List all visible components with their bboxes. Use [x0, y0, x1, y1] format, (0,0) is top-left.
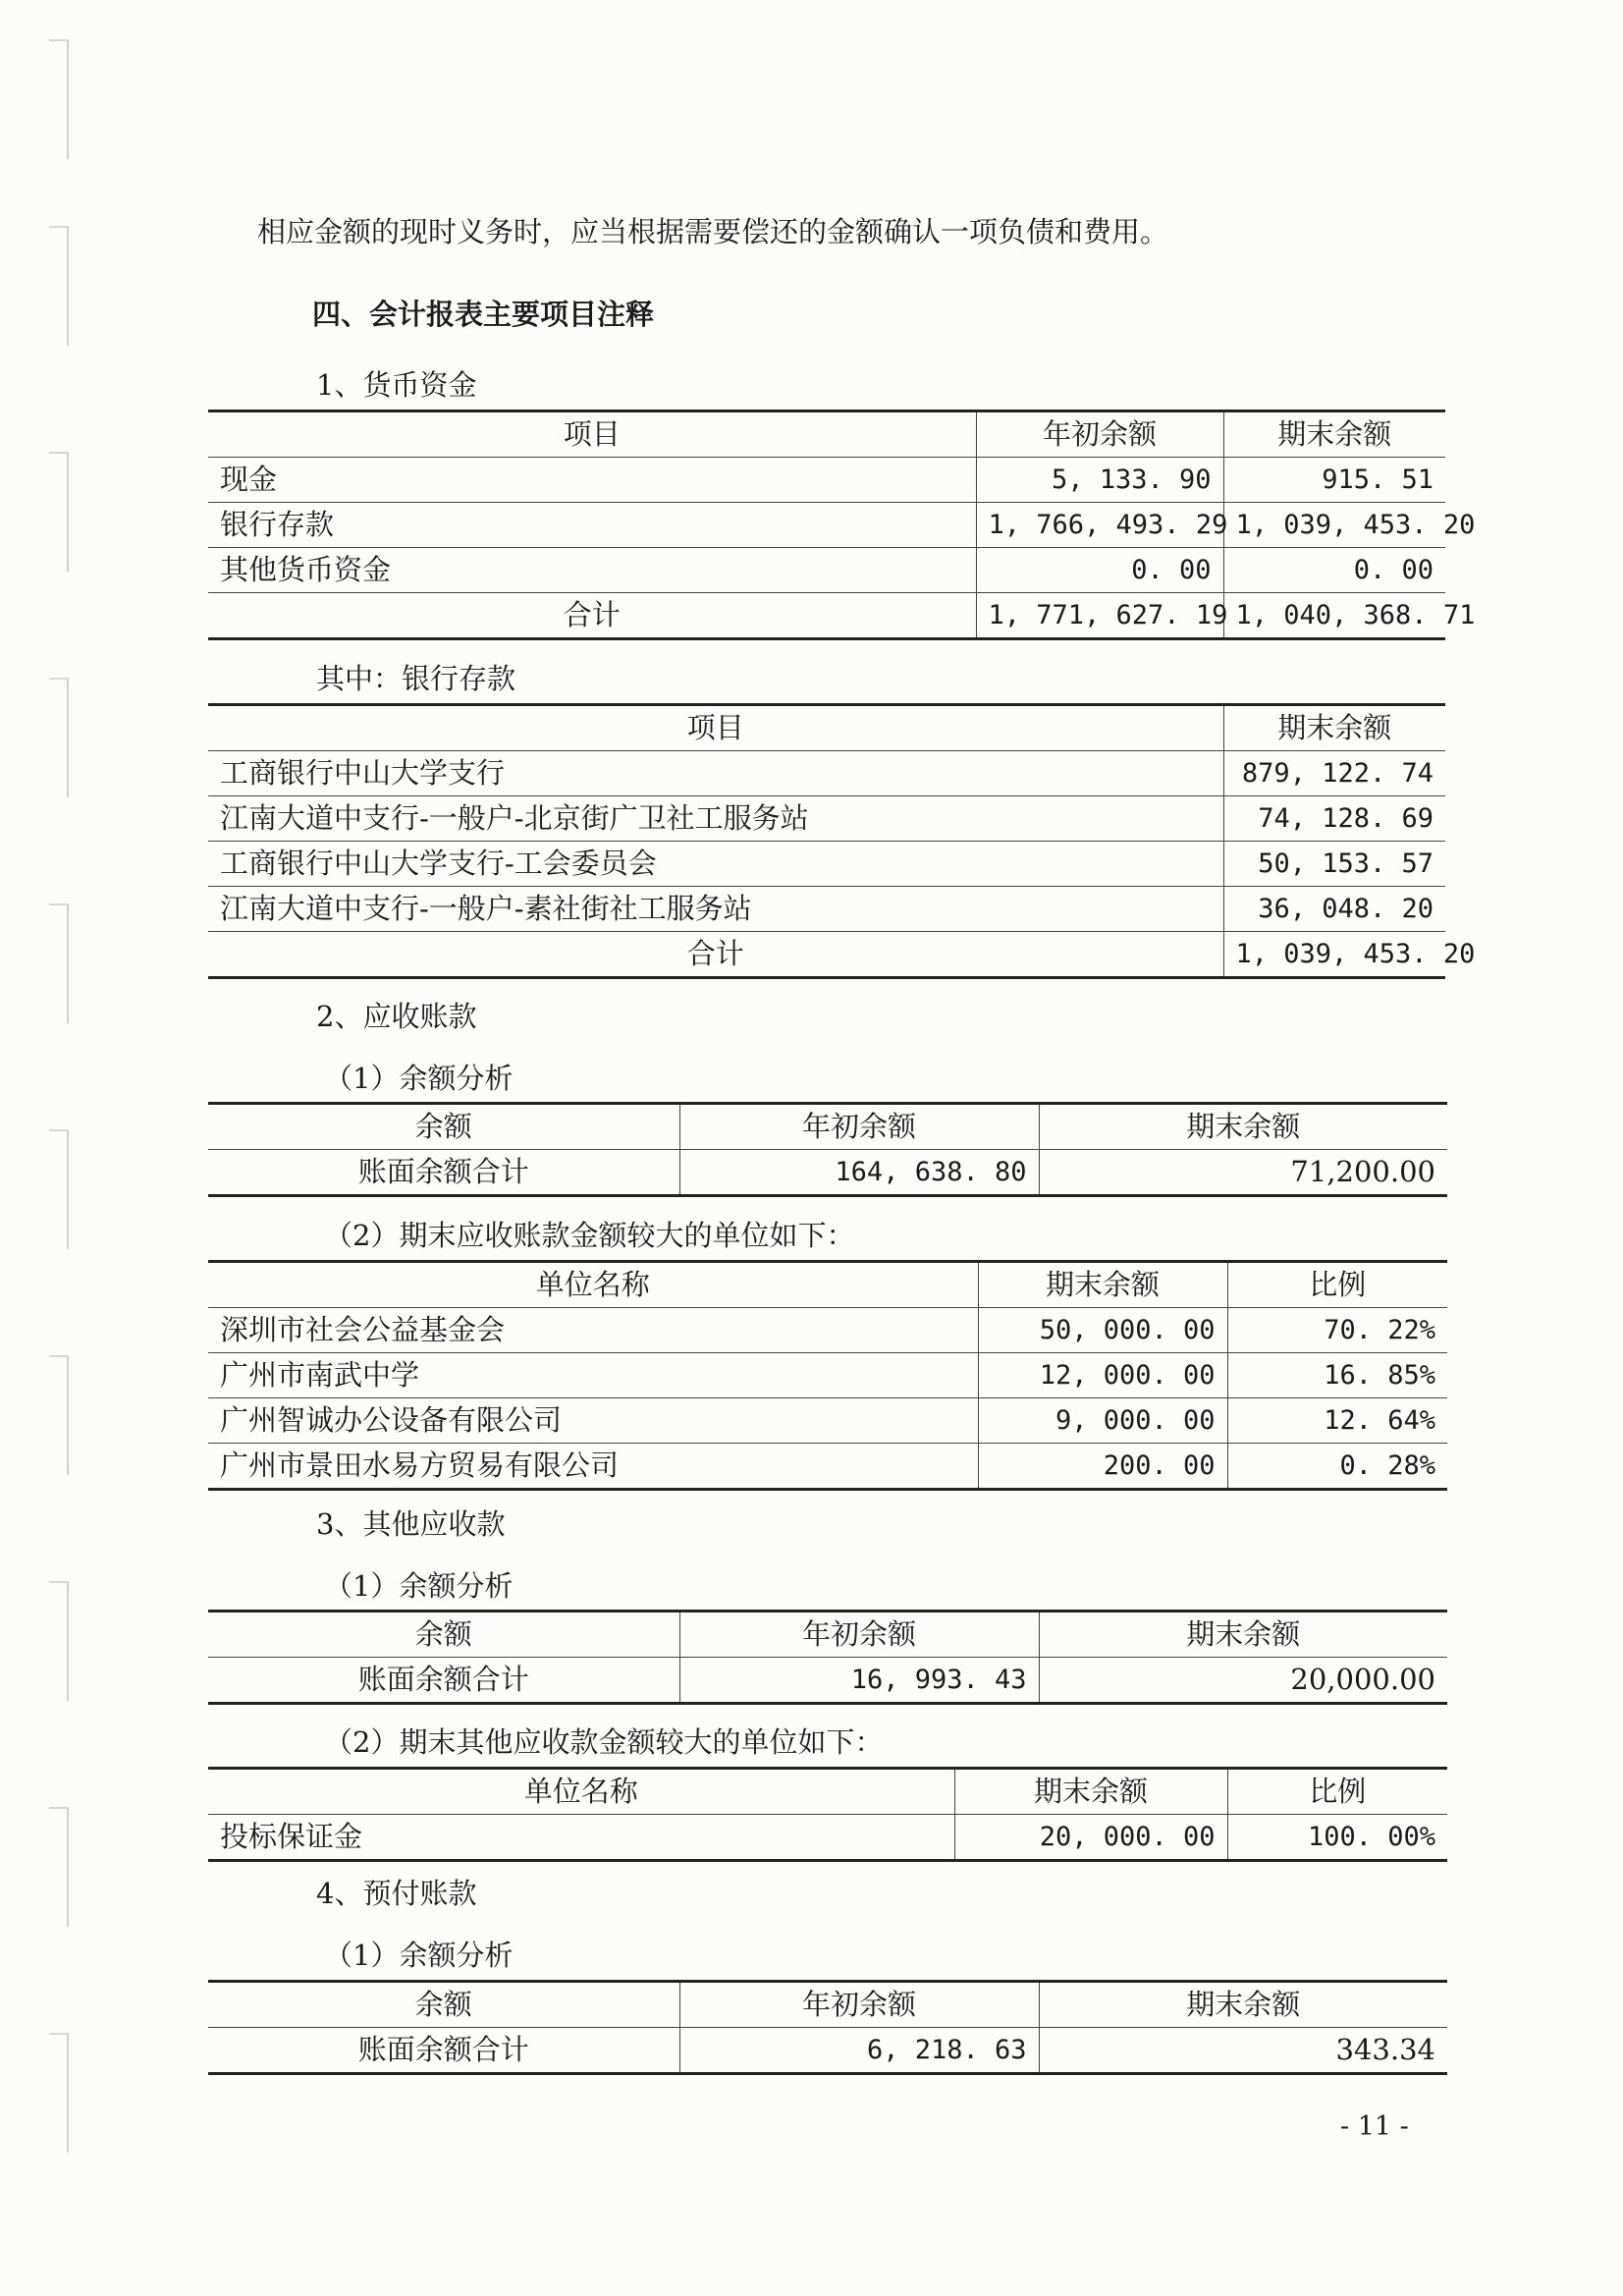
intro-paragraph: 相应金额的现时义务时，应当根据需要偿还的金额确认一项负债和费用。 [257, 215, 1169, 248]
table-header-row [208, 411, 1445, 458]
s3-sub2: （2）期末其他应收款金额较大的单位如下： [324, 1725, 884, 1759]
cell-label: 投标保证金 [208, 1815, 954, 1861]
table-row [208, 503, 1445, 548]
cell-value: 9, 000. 00 [978, 1398, 1227, 1444]
col-header: 年初余额 [679, 1982, 1039, 2028]
receivables-balance-table [208, 1102, 1447, 1197]
cell-label: 账面余额合计 [208, 1150, 679, 1196]
cell-label: 江南大道中支行-一般户-北京街广卫社工服务站 [208, 796, 1223, 842]
table-total-row [208, 932, 1445, 978]
table-row [208, 2028, 1447, 2074]
s4-title: 4、预付账款 [316, 1877, 477, 1910]
cell-value: 6, 218. 63 [679, 2028, 1039, 2074]
col-header: 期末余额 [1039, 1612, 1447, 1658]
page-number: - 11 - [1340, 2111, 1409, 2142]
table-total-row [208, 593, 1445, 639]
table-header-row [208, 1612, 1447, 1658]
cell-value: 16. 85% [1227, 1353, 1447, 1398]
table-row [208, 1398, 1447, 1444]
table-row [208, 1353, 1447, 1398]
table-header-row [208, 1982, 1447, 2028]
s3-sub1: （1）余额分析 [324, 1569, 514, 1603]
cell-label: 账面余额合计 [208, 1658, 679, 1704]
binder-hole-mark [49, 1581, 69, 1701]
cell-value: 200. 00 [978, 1444, 1227, 1490]
cell-label: 工商银行中山大学支行-工会委员会 [208, 842, 1223, 887]
cell-value: 343.34 [1039, 2028, 1447, 2074]
s4-sub1: （1）余额分析 [324, 1939, 514, 1972]
col-header: 余额 [414, 1617, 472, 1651]
cell-value: 5, 133. 90 [976, 458, 1223, 503]
cell-label: 合计 [208, 932, 1223, 978]
cell-value: 74, 128. 69 [1223, 796, 1445, 842]
cell-value: 879, 122. 74 [1223, 751, 1445, 796]
binder-hole-mark [49, 903, 69, 1023]
col-header: 余额 [414, 1110, 472, 1143]
cell-value: 50, 153. 57 [1223, 842, 1445, 887]
binder-hole-mark [49, 2033, 69, 2153]
cell-label: 现金 [208, 458, 976, 503]
col-header: 项目 [563, 417, 621, 451]
table-row [208, 1658, 1447, 1704]
col-header: 期末余额 [1223, 411, 1445, 458]
s2-sub2: （2）期末应收账款金额较大的单位如下： [324, 1219, 855, 1252]
cell-label: 深圳市社会公益基金会 [208, 1308, 978, 1353]
col-header: 期末余额 [1223, 705, 1445, 751]
cell-value: 1, 040, 368. 71 [1223, 593, 1445, 639]
col-header: 单位名称 [523, 1775, 638, 1808]
cell-value: 71,200.00 [1039, 1150, 1447, 1196]
col-header: 比例 [1227, 1769, 1447, 1815]
binder-hole-mark [49, 39, 69, 159]
col-header: 期末余额 [978, 1262, 1227, 1308]
cell-value: 915. 51 [1223, 458, 1445, 503]
cell-value: 1, 766, 493. 29 [976, 503, 1223, 548]
binder-hole-mark [49, 226, 69, 346]
bank-deposit-table [208, 703, 1476, 979]
col-header: 年初余额 [679, 1104, 1039, 1150]
table-row [208, 548, 1445, 593]
s1-title: 1、货币资金 [316, 368, 477, 402]
cell-value: 0. 28% [1227, 1444, 1447, 1490]
table-header-row [208, 1104, 1447, 1150]
cell-value: 36, 048. 20 [1223, 887, 1445, 932]
binder-margin [45, 0, 73, 2296]
cell-value: 12, 000. 00 [978, 1353, 1227, 1398]
cell-value: 0. 00 [1223, 548, 1445, 593]
table-row [208, 842, 1445, 887]
binder-hole-mark [49, 1355, 69, 1475]
binder-hole-mark [49, 1129, 69, 1249]
cell-label: 广州市景田水易方贸易有限公司 [208, 1444, 978, 1490]
table-header-row [208, 1769, 1447, 1815]
table-row [208, 1150, 1447, 1196]
table-row [208, 458, 1445, 503]
table-row [208, 796, 1445, 842]
cell-label: 账面余额合计 [208, 2028, 679, 2074]
col-header: 期末余额 [1039, 1104, 1447, 1150]
prepayments-balance-table [208, 1980, 1447, 2075]
cell-label: 广州市南武中学 [208, 1353, 978, 1398]
cell-value: 70. 22% [1227, 1308, 1447, 1353]
col-header: 比例 [1227, 1262, 1447, 1308]
cell-value: 16, 993. 43 [679, 1658, 1039, 1704]
cell-value: 1, 039, 453. 20 [1223, 503, 1445, 548]
col-header: 年初余额 [679, 1612, 1039, 1658]
s1b-title: 其中：银行存款 [316, 662, 516, 695]
s2-title: 2、应收账款 [316, 1000, 477, 1033]
table-header-row [208, 1262, 1447, 1308]
s3-title: 3、其他应收款 [316, 1507, 506, 1541]
section-title: 四、会计报表主要项目注释 [312, 298, 655, 331]
cell-value: 50, 000. 00 [978, 1308, 1227, 1353]
cell-label: 银行存款 [208, 503, 976, 548]
binder-hole-mark [49, 678, 69, 797]
col-header: 期末余额 [1039, 1982, 1447, 2028]
cell-value: 100. 00% [1227, 1815, 1447, 1861]
table-row [208, 1815, 1447, 1861]
cell-value: 12. 64% [1227, 1398, 1447, 1444]
cell-value: 1, 771, 627. 19 [976, 593, 1223, 639]
cell-value: 1, 039, 453. 20 [1223, 932, 1445, 978]
cell-label: 工商银行中山大学支行 [208, 751, 1223, 796]
col-header: 单位名称 [535, 1268, 650, 1301]
table-row [208, 1308, 1447, 1353]
col-header: 余额 [414, 1988, 472, 2021]
cell-label: 其他货币资金 [208, 548, 976, 593]
cell-value: 20,000.00 [1039, 1658, 1447, 1704]
other-receivables-units-table [208, 1767, 1447, 1862]
receivables-units-table [208, 1260, 1447, 1491]
table-header-row [208, 705, 1445, 751]
table-row [208, 1444, 1447, 1490]
cell-value: 20, 000. 00 [954, 1815, 1227, 1861]
other-receivables-balance-table [208, 1610, 1447, 1705]
col-header: 期末余额 [954, 1769, 1227, 1815]
cell-label: 广州智诚办公设备有限公司 [208, 1398, 978, 1444]
table-row [208, 887, 1445, 932]
s2-sub1: （1）余额分析 [324, 1062, 514, 1095]
cell-label: 合计 [208, 593, 976, 639]
cell-label: 江南大道中支行-一般户-素社街社工服务站 [208, 887, 1223, 932]
binder-hole-mark [49, 1807, 69, 1927]
cell-value: 164, 638. 80 [679, 1150, 1039, 1196]
cash-table [208, 410, 1476, 640]
binder-hole-mark [49, 452, 69, 572]
col-header: 项目 [686, 711, 744, 744]
cell-value: 0. 00 [976, 548, 1223, 593]
col-header: 年初余额 [976, 411, 1223, 458]
table-row [208, 751, 1445, 796]
